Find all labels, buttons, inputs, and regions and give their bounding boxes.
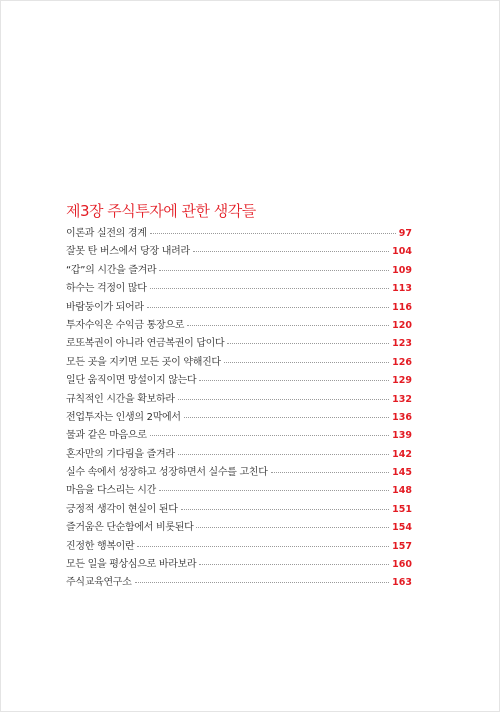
toc-entry-label: 진정한 행복이란 <box>66 540 135 552</box>
dot-leader <box>150 435 390 436</box>
toc-entry-label: 혼자만의 기다림을 즐겨라 <box>66 448 175 460</box>
toc-entry[interactable] <box>66 537 412 555</box>
toc-entry-label: 바람둥이가 되어라 <box>66 301 144 313</box>
dot-leader <box>199 564 389 565</box>
toc-entry-label: 규칙적인 시간을 확보하라 <box>66 393 175 405</box>
toc-entry-page: 151 <box>392 503 412 515</box>
toc-entry-page: 126 <box>392 356 412 368</box>
toc-entry-page: 148 <box>392 485 412 497</box>
toc-entry-page: 160 <box>392 559 412 571</box>
dot-leader <box>159 270 389 271</box>
dot-leader <box>227 343 389 344</box>
dot-leader <box>147 307 389 308</box>
toc-entry[interactable] <box>66 242 412 260</box>
toc-entry[interactable] <box>66 279 412 297</box>
toc-entry-page: 97 <box>398 228 412 239</box>
toc-entry[interactable] <box>66 334 412 352</box>
dot-leader <box>135 582 390 583</box>
dot-leader <box>137 546 389 547</box>
toc-entry[interactable] <box>66 371 412 389</box>
toc-entry-page: 109 <box>392 264 412 276</box>
toc-entry[interactable] <box>66 408 412 426</box>
dot-leader <box>199 380 389 381</box>
toc-entry-page: 120 <box>392 319 412 331</box>
toc-entry[interactable] <box>66 298 412 316</box>
toc-entry-label: 투자수익은 수익금 통장으로 <box>66 319 185 331</box>
toc-entry-label: “갑”의 시간을 즐겨라 <box>66 264 157 276</box>
toc-entry[interactable] <box>66 316 412 334</box>
dot-leader <box>150 233 396 234</box>
dot-leader <box>193 251 389 252</box>
toc-entry-label: 잘못 탄 버스에서 당장 내려라 <box>66 246 190 258</box>
toc-entry-label: 이론과 실전의 경계 <box>66 228 147 239</box>
toc-entry[interactable] <box>66 463 412 481</box>
toc-entry-label: 즐거움은 단순함에서 비롯된다 <box>66 522 194 534</box>
dot-leader <box>159 490 389 491</box>
toc-entry-page: 116 <box>392 301 412 313</box>
toc-entry-page: 136 <box>392 411 412 423</box>
toc-entry-page: 113 <box>392 283 412 295</box>
dot-leader <box>224 362 389 363</box>
toc-entry-label: 마음을 다스리는 시간 <box>66 485 156 497</box>
toc-entry[interactable] <box>66 500 412 518</box>
toc-entry-page: 154 <box>392 522 412 534</box>
toc-entry-page: 142 <box>392 448 412 460</box>
dot-leader <box>196 527 389 528</box>
toc-entry[interactable] <box>66 555 412 573</box>
toc-entry-page: 104 <box>392 246 412 258</box>
toc-entry-label: 로또복권이 아니라 연금복권이 답이다 <box>66 338 225 350</box>
toc-entry-label: 실수 속에서 성장하고 성장하면서 실수를 고친다 <box>66 467 268 479</box>
chapter-title: 제3장 주식투자에 관한 생각들 <box>66 202 256 220</box>
toc-entry-label: 주식교육연구소 <box>66 577 132 589</box>
toc-entry-page: 157 <box>392 540 412 552</box>
toc-entry-label: 모든 곳을 지키면 모든 곳이 약해진다 <box>66 356 221 368</box>
toc-entry[interactable] <box>66 224 412 242</box>
dot-leader <box>184 417 389 418</box>
toc-entry-label: 하수는 걱정이 많다 <box>66 283 147 295</box>
toc-entry-label: 전업투자는 인생의 2막에서 <box>66 411 181 423</box>
toc-entry[interactable] <box>66 518 412 536</box>
toc-entry-page: 129 <box>392 375 412 387</box>
toc-entry[interactable] <box>66 426 412 444</box>
toc-entry[interactable] <box>66 445 412 463</box>
table-of-contents <box>66 224 412 592</box>
dot-leader <box>187 325 389 326</box>
dot-leader <box>181 509 390 510</box>
toc-entry[interactable] <box>66 353 412 371</box>
dot-leader <box>178 454 389 455</box>
dot-leader <box>178 399 389 400</box>
toc-entry-page: 163 <box>392 577 412 589</box>
toc-entry-label: 일단 움직이면 망설이지 않는다 <box>66 375 197 387</box>
toc-entry-label: 모든 일을 평상심으로 바라보라 <box>66 559 197 571</box>
dot-leader <box>150 288 390 289</box>
toc-entry[interactable] <box>66 573 412 591</box>
toc-entry-label: 물과 같은 마음으로 <box>66 430 147 442</box>
toc-entry-page: 145 <box>392 467 412 479</box>
toc-entry[interactable] <box>66 390 412 408</box>
toc-entry[interactable] <box>66 481 412 499</box>
toc-entry-page: 123 <box>392 338 412 350</box>
toc-entry-page: 139 <box>392 430 412 442</box>
dot-leader <box>271 472 390 473</box>
toc-entry-label: 긍정적 생각이 현실이 된다 <box>66 503 178 515</box>
toc-entry[interactable] <box>66 261 412 279</box>
toc-entry-page: 132 <box>392 393 412 405</box>
